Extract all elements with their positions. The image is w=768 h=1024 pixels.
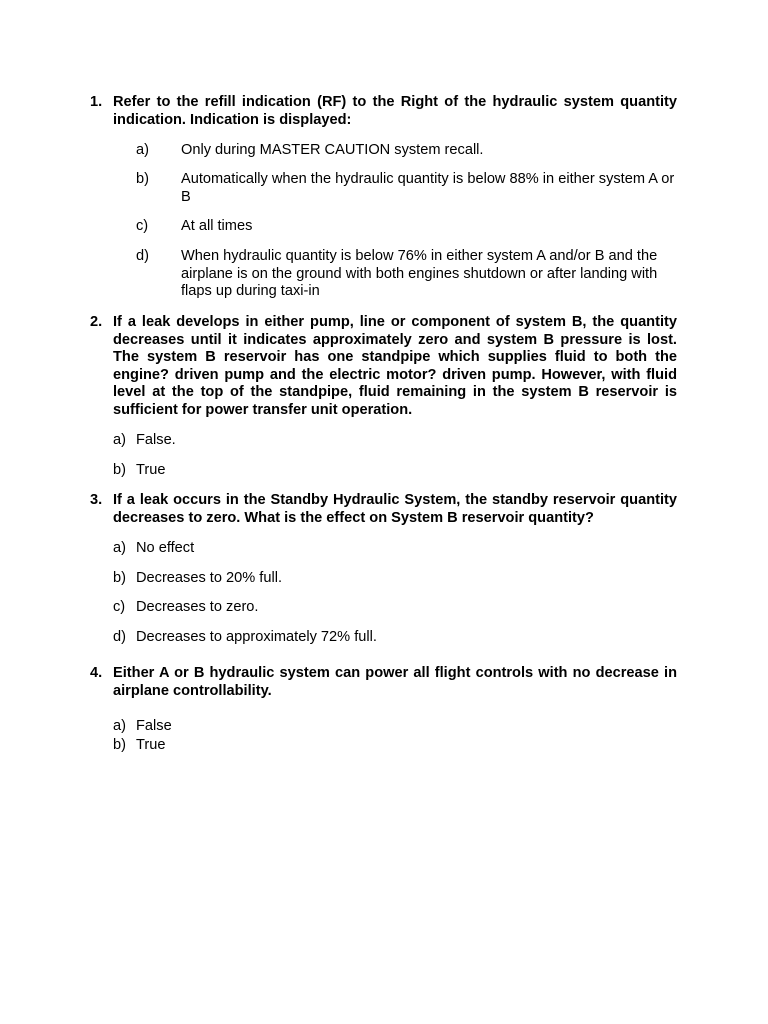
- option-text: Only during MASTER CAUTION system recall.: [181, 142, 484, 158]
- question-1: [90, 94, 677, 129]
- question-2: [90, 314, 677, 419]
- question-text: Either A or B hydraulic system can power all flight controls with no decrease in airplane controllability.: [113, 665, 677, 699]
- option-4a: [113, 718, 673, 736]
- option-1c: [136, 218, 677, 236]
- option-letter: b): [113, 737, 126, 753]
- question-text: If a leak develops in either pump, line or component of system B, the quantity decreases until it indicates approximately zero and system B pressure is lost. The system B reservoir has one standpipe which supplies fluid to both the engine? driven pump and the electric motor? driven pump. However, with fluid level at the top of the standpipe, fluid remaining in the system B reservoir is sufficient for power transfer unit operation.: [113, 314, 677, 418]
- option-text: When hydraulic quantity is below 76% in either system A and/or B and the airplane is on the ground with both engines shutdown or after landing with flaps up during taxi-in: [181, 248, 658, 299]
- option-1b: [136, 171, 677, 206]
- option-letter: b): [113, 462, 126, 478]
- option-letter: a): [113, 540, 126, 556]
- question-number: 2.: [90, 314, 103, 330]
- question-text: If a leak occurs in the Standby Hydraulic System, the standby reservoir quantity decreases to zero. What is the effect on System B reservoir quantity?: [113, 492, 677, 526]
- option-1a: [136, 142, 677, 160]
- option-letter: c): [113, 599, 126, 615]
- question-number: 3.: [90, 492, 103, 508]
- option-letter: d): [113, 629, 126, 645]
- question-3: [90, 492, 677, 527]
- option-4b: [113, 737, 673, 755]
- question-number: 4.: [90, 665, 103, 681]
- option-letter: b): [113, 570, 126, 586]
- option-text: At all times: [181, 218, 253, 234]
- option-3c: [113, 599, 673, 617]
- option-letter: c): [136, 218, 149, 234]
- option-letter: a): [113, 718, 126, 734]
- question-number: 1.: [90, 94, 103, 110]
- option-2a: [113, 432, 673, 450]
- option-letter: b): [136, 171, 149, 187]
- option-text: Decreases to zero.: [136, 599, 259, 615]
- option-1d: [136, 248, 677, 301]
- option-letter: a): [136, 142, 149, 158]
- option-text: True: [136, 462, 166, 478]
- option-text: False: [136, 718, 172, 734]
- option-3b: [113, 570, 673, 588]
- option-letter: d): [136, 248, 149, 264]
- option-text: Decreases to approximately 72% full.: [136, 629, 377, 645]
- option-text: False.: [136, 432, 176, 448]
- option-text: True: [136, 737, 166, 753]
- question-text: Refer to the refill indication (RF) to the Right of the hydraulic system quantity indication. Indication is displayed:: [113, 94, 677, 128]
- option-3a: [113, 540, 673, 558]
- option-text: No effect: [136, 540, 195, 556]
- option-text: Decreases to 20% full.: [136, 570, 283, 586]
- question-4: [90, 665, 677, 700]
- option-text: Automatically when the hydraulic quantity is below 88% in either system A or B: [181, 171, 675, 205]
- option-3d: [113, 629, 673, 647]
- option-letter: a): [113, 432, 126, 448]
- option-2b: [113, 462, 673, 480]
